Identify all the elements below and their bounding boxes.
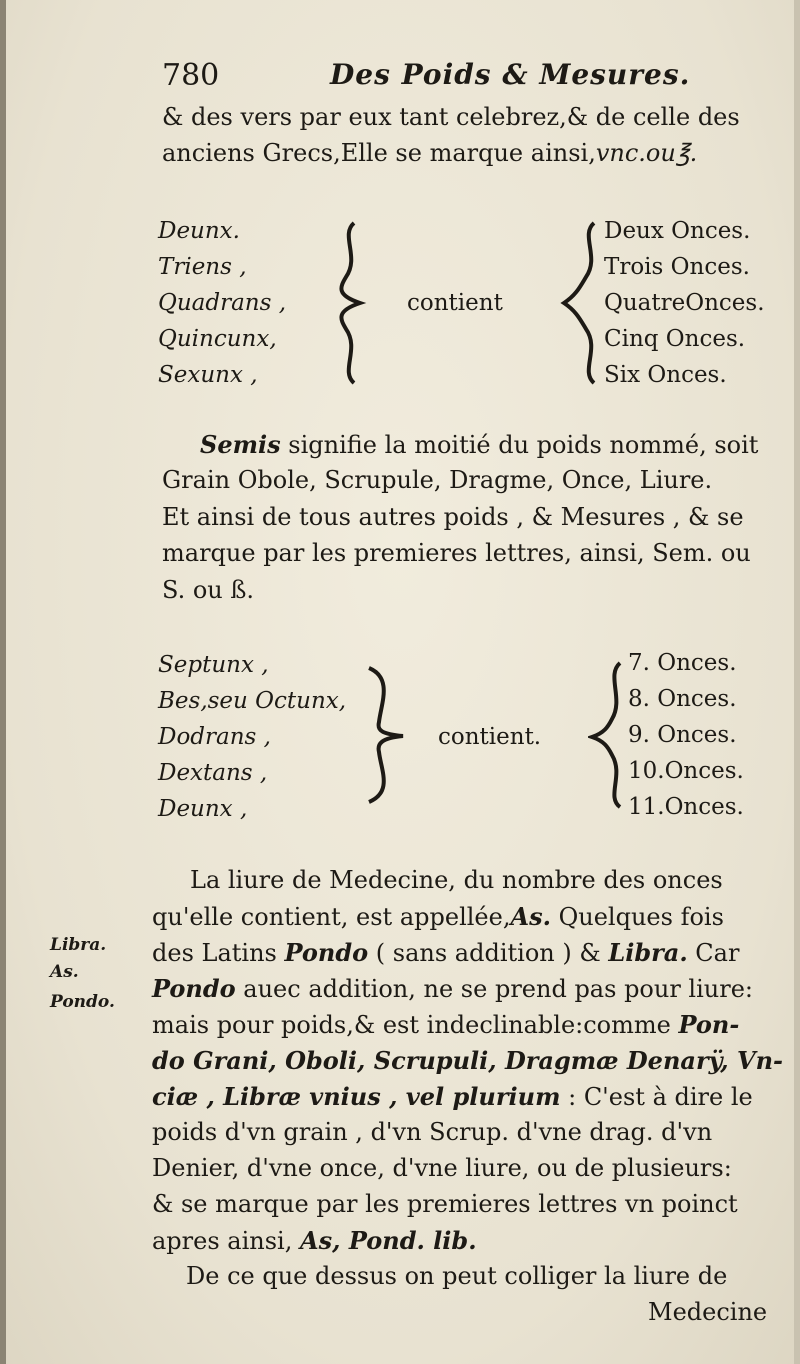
intro-line-2-abbrev: vnc.ou℥. <box>595 139 698 167</box>
main-line-4-b: auec addition, ne se prend pas pour liure: <box>235 975 754 1003</box>
table1-left-1: Deunx. <box>158 218 240 244</box>
main-line-3-libra: Libra. <box>608 938 688 967</box>
running-title: Des Poids & Mesures. <box>330 58 691 91</box>
main-line-3-a: des Latins <box>152 939 285 967</box>
margin-note-libra: Libra. <box>50 935 107 955</box>
main-line-2-a: qu'elle contient, est appellée, <box>152 903 511 931</box>
main-line-3-c: ( sans addition ) & <box>368 939 609 967</box>
main-line-11-abbrevs: As, Pond. lib. <box>299 1226 477 1255</box>
table1-right-5: Six Onces. <box>604 362 727 388</box>
semis-line-1-text: signifie la moitié du poids nommé, soit <box>280 431 759 459</box>
table2-right-4: 10.Onces. <box>628 758 744 784</box>
main-line-9: Denier, d'vne once, d'vne liure, ou de plusieurs: <box>152 1154 732 1182</box>
margin-note-pondo: Pondo. <box>50 992 115 1012</box>
page-edge-left <box>0 0 6 1364</box>
table2-right-2: 8. Onces. <box>628 686 737 712</box>
main-line-7-b: : C'est à dire le <box>560 1083 753 1111</box>
main-line-7 <box>152 1082 753 1111</box>
table1-right-1: Deux Onces. <box>604 218 751 244</box>
main-line-4 <box>152 974 753 1003</box>
semis-line-1 <box>200 430 758 459</box>
semis-line-3: Et ainsi de tous autres poids , & Mesures , & se <box>162 503 744 531</box>
left-brace-1 <box>322 215 382 390</box>
main-line-6: do Grani, Oboli, Scrupuli, Dragmæ Denarÿ, Vn- <box>152 1046 783 1075</box>
main-line-5 <box>152 1010 739 1039</box>
table2-contient: contient. <box>438 724 542 750</box>
main-line-8: poids d'vn grain , d'vn Scrup. d'vne drag. d'vn <box>152 1118 713 1146</box>
left-brace-2 <box>355 660 415 810</box>
main-line-11 <box>152 1226 477 1255</box>
margin-note-as: As. <box>50 962 79 982</box>
main-line-3-e: Car <box>687 939 740 967</box>
main-line-2-as: As. <box>510 902 551 931</box>
intro-line-1: & des vers par eux tant celebrez,& de celle des <box>162 103 740 131</box>
main-line-4-pondo: Pondo <box>152 974 236 1003</box>
table2-right-5: 11.Onces. <box>628 794 744 820</box>
table2-right-3: 9. Onces. <box>628 722 737 748</box>
main-line-12: De ce que dessus on peut colliger la liure de <box>186 1262 728 1290</box>
right-brace-1 <box>560 215 610 390</box>
table1-left-5: Sexunx , <box>158 362 258 388</box>
main-line-2 <box>152 902 724 931</box>
main-line-3 <box>152 938 739 967</box>
semis-line-4: marque par les premieres lettres, ainsi, Sem. ou <box>162 539 751 567</box>
table2-left-1: Septunx , <box>158 652 269 678</box>
table1-right-2: Trois Onces. <box>604 254 750 280</box>
main-line-10: & se marque par les premieres lettres vn poinct <box>152 1190 738 1218</box>
table1-right-3: QuatreOnces. <box>604 290 765 316</box>
semis-word: Semis <box>200 430 281 459</box>
table1-left-3: Quadrans , <box>158 290 287 316</box>
table2-left-3: Dodrans , <box>158 724 271 750</box>
table2-right-1: 7. Onces. <box>628 650 737 676</box>
main-line-5-pon: Pon- <box>678 1010 740 1039</box>
right-brace-2 <box>588 655 628 815</box>
table1-left-2: Triens , <box>158 254 247 280</box>
semis-line-5: S. ou ß. <box>162 576 255 604</box>
intro-line-2-text: anciens Grecs,Elle se marque ainsi, <box>162 139 596 167</box>
table2-left-2: Bes,seu Octunx, <box>158 688 347 714</box>
table1-right-4: Cinq Onces. <box>604 326 746 352</box>
main-line-7-latin: ciæ , Libræ vnius , vel plurium <box>152 1082 561 1111</box>
table2-left-5: Deunx , <box>158 796 248 822</box>
table1-contient: contient <box>407 290 503 316</box>
main-line-2-c: Quelques fois <box>550 903 724 931</box>
main-line-11-a: apres ainsi, <box>152 1227 300 1255</box>
semis-line-2: Grain Obole, Scrupule, Dragme, Once, Liure. <box>162 466 713 494</box>
page-number: 780 <box>162 58 220 93</box>
page-edge-right <box>794 0 800 1364</box>
main-line-5-a: mais pour poids,& est indeclinable:comme <box>152 1011 679 1039</box>
catchword: Medecine <box>648 1298 768 1326</box>
table1-left-4: Quincunx, <box>158 326 277 352</box>
main-line-1: La liure de Medecine, du nombre des onces <box>190 866 723 894</box>
intro-line-2 <box>162 139 697 167</box>
main-line-3-pondo: Pondo <box>284 938 369 967</box>
table2-left-4: Dextans , <box>158 760 268 786</box>
